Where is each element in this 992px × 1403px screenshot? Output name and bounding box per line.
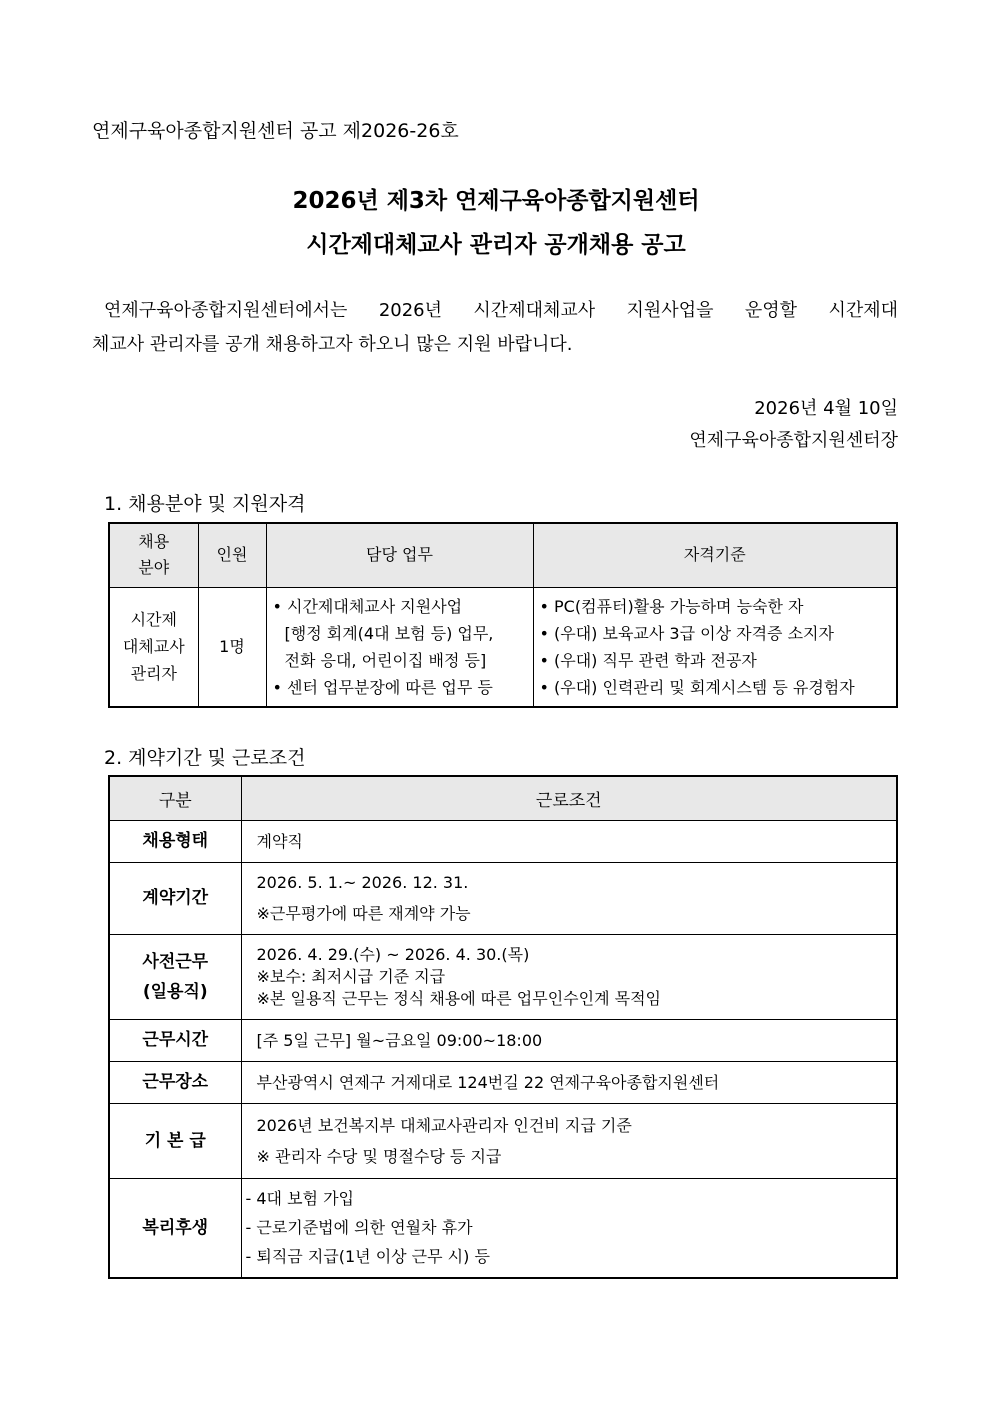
pre-work-label	[109, 934, 241, 1019]
duty-item: • 센터 업무분장에 따른 업무 등	[272, 677, 493, 697]
recruitment-row	[109, 587, 897, 707]
qualification-item: • (우대) 보육교사 3급 이상 자격증 소지자	[539, 623, 834, 643]
row-welfare	[109, 1178, 897, 1278]
row-contract-period	[109, 862, 897, 934]
header-qualification: 자격기준	[533, 523, 897, 587]
qualification-item: • (우대) 인력관리 및 회계시스템 등 유경험자	[539, 677, 855, 697]
document-title-line1: 2026년 제3차 연제구육아종합지원센터	[292, 188, 700, 214]
contract-period-value	[241, 862, 897, 934]
notice-date: 2026년 4월 10일	[754, 398, 898, 419]
intro-paragraph-line1	[92, 296, 898, 322]
header-field-line2: 분야	[138, 558, 170, 578]
conditions-table	[108, 775, 898, 1279]
notice-number: 연제구육아종합지원센터 공고 제2026-26호	[92, 120, 459, 142]
pre-work-pay-note: ※보수: 최저시급 기준 지급	[256, 966, 446, 986]
pre-work-dates: 2026. 4. 29.(수) ~ 2026. 4. 30.(목)	[256, 944, 530, 964]
intro-word: 시간제대	[828, 300, 898, 321]
header-duty: 담당 업무	[266, 523, 533, 587]
duty-cell	[266, 587, 533, 707]
intro-word: 지원사업을	[626, 300, 714, 321]
welfare-item: - 근로기준법에 의한 연월차 휴가	[245, 1218, 473, 1238]
duty-item-detail: [행정 회계(4대 보험 등) 업무,	[284, 623, 494, 643]
document-title-line2: 시간제대체교사 관리자 공개채용 공고	[306, 232, 686, 258]
header-conditions: 근로조건	[241, 776, 897, 820]
recruitment-table	[108, 522, 898, 708]
section2-title: 2. 계약기간 및 근로조건	[104, 747, 306, 769]
row-work-place	[109, 1061, 897, 1103]
issuer-name: 연제구육아종합지원센터장	[689, 430, 898, 451]
work-place-label: 근무장소	[109, 1061, 241, 1103]
row-pre-work	[109, 934, 897, 1019]
field-cell	[109, 587, 198, 707]
base-pay-value	[241, 1103, 897, 1178]
pre-work-label-line1: 사전근무	[142, 951, 209, 972]
welfare-item: - 퇴직금 지급(1년 이상 근무 시) 등	[245, 1247, 490, 1267]
header-field	[109, 523, 198, 587]
field-line3: 관리자	[130, 664, 177, 684]
row-base-pay	[109, 1103, 897, 1178]
welfare-value	[241, 1178, 897, 1278]
contract-period-label: 계약기간	[109, 862, 241, 934]
intro-word: 2026년	[378, 300, 443, 321]
row-work-hours	[109, 1019, 897, 1061]
contract-note: ※근무평가에 따른 재계약 가능	[256, 904, 471, 923]
field-line1: 시간제	[130, 610, 177, 630]
pre-work-purpose-note: ※본 일용직 근무는 정식 채용에 따른 업무인수인계 목적임	[256, 988, 661, 1008]
intro-paragraph-line2: 체교사 관리자를 공개 채용하고자 하오니 많은 지원 바랍니다.	[92, 334, 573, 355]
count-cell: 1명	[198, 587, 266, 707]
recruitment-header-row	[109, 523, 897, 587]
employment-type-value: 계약직	[241, 820, 897, 862]
base-pay-allowance: ※ 관리자 수당 및 명절수당 등 지급	[256, 1146, 502, 1166]
work-hours-value: [주 5일 근무] 월~금요일 09:00~18:00	[241, 1019, 897, 1061]
base-pay-label: 기 본 급	[109, 1103, 241, 1178]
header-category: 구분	[109, 776, 241, 820]
qualification-cell	[533, 587, 897, 707]
intro-word: 연제구육아종합지원센터에서는	[104, 300, 348, 321]
header-count: 인원	[198, 523, 266, 587]
contract-dates: 2026. 5. 1.~ 2026. 12. 31.	[256, 873, 469, 892]
section1-title: 1. 채용분야 및 지원자격	[104, 493, 306, 515]
intro-word: 운영할	[744, 300, 798, 321]
row-employment-type	[109, 820, 897, 862]
intro-word: 시간제대체교사	[473, 300, 596, 321]
employment-type-label: 채용형태	[109, 820, 241, 862]
duty-item-detail: 전화 응대, 어린이집 배정 등]	[284, 650, 487, 670]
field-line2: 대체교사	[122, 637, 185, 657]
header-field-line1: 채용	[138, 532, 170, 552]
pre-work-label-line2: (일용직)	[142, 981, 208, 1002]
qualification-item: • PC(컴퓨터)활용 가능하며 능숙한 자	[539, 596, 804, 616]
welfare-item: - 4대 보험 가입	[245, 1189, 354, 1209]
duty-item: • 시간제대체교사 지원사업	[272, 596, 463, 616]
pre-work-value	[241, 934, 897, 1019]
welfare-label: 복리후생	[109, 1178, 241, 1278]
qualification-item: • (우대) 직무 관련 학과 전공자	[539, 650, 757, 670]
base-pay-standard: 2026년 보건복지부 대체교사관리자 인건비 지급 기준	[256, 1115, 632, 1135]
work-hours-label: 근무시간	[109, 1019, 241, 1061]
conditions-header-row	[109, 776, 897, 820]
work-place-value: 부산광역시 연제구 거제대로 124번길 22 연제구육아종합지원센터	[241, 1061, 897, 1103]
